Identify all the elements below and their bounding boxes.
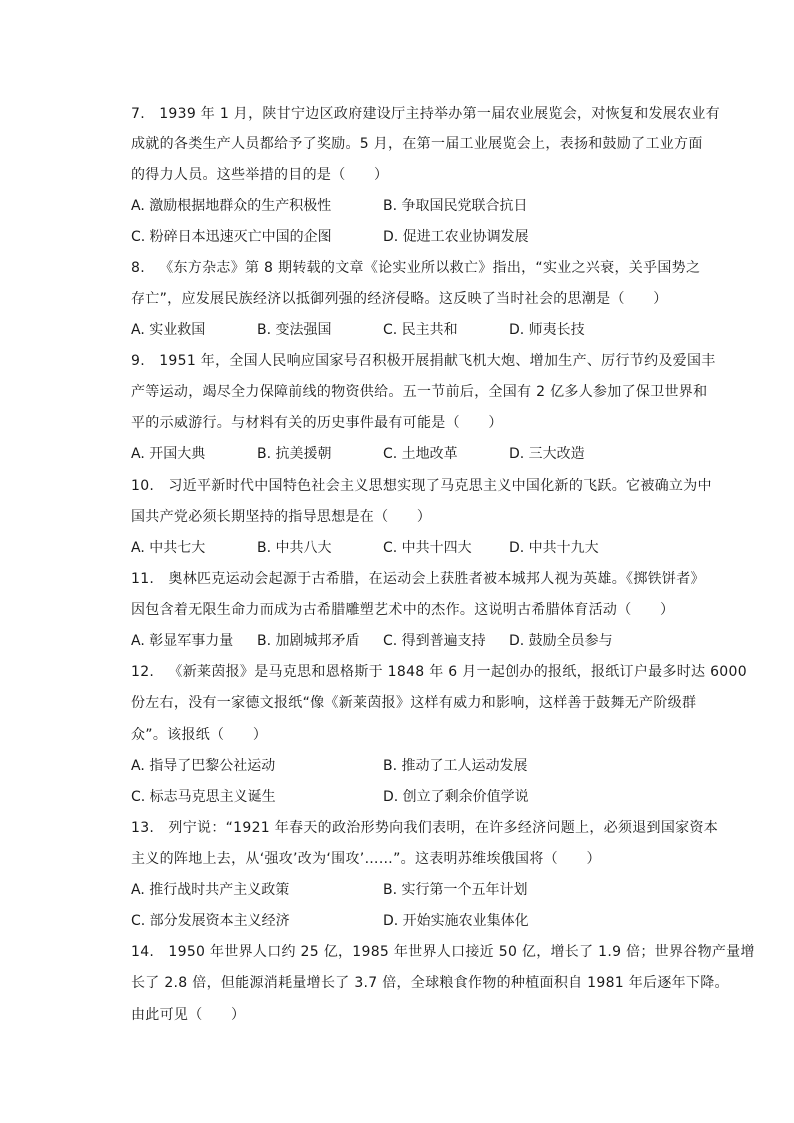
- question-8-option-a[interactable]: A. 实业救国: [131, 322, 206, 338]
- question-13-line-2: 主义的阵地上去，从‘强攻’改为‘围攻’……”。这表明苏维埃俄国将（ ）: [131, 851, 601, 867]
- question-8-line-1: 8. 《东方杂志》第 8 期转载的文章《论实业所以救亡》指出，“实业之兴衰，关乎国势之: [131, 260, 701, 276]
- question-11-option-d[interactable]: D. 鼓励全员参与: [509, 633, 613, 649]
- question-12-line-1: 12. 《新莱茵报》是马克思和恩格斯于 1848 年 6 月一起创办的报纸，报纸订户最多时达 6000: [131, 664, 747, 680]
- question-10-option-c[interactable]: C. 中共十四大: [383, 540, 472, 556]
- question-10-option-a[interactable]: A. 中共七大: [131, 540, 206, 556]
- question-9-option-a[interactable]: A. 开国大典: [131, 446, 206, 462]
- question-13-option-b[interactable]: B. 实行第一个五年计划: [383, 882, 528, 898]
- question-13-option-c[interactable]: C. 部分发展资本主义经济: [131, 913, 290, 929]
- question-9-line-3: 平的示威游行。与材料有关的历史事件最有可能是（ ）: [131, 415, 503, 431]
- question-7-line-2: 成就的各类生产人员都给予了奖励。5 月，在第一届工业展览会上，表扬和鼓励了工业方面: [131, 136, 703, 152]
- question-9-option-b[interactable]: B. 抗美援朝: [257, 446, 332, 462]
- question-14-line-1: 14. 1950 年世界人口约 25 亿，1985 年世界人口接近 50 亿，增长了 1.9 倍；世界谷物产量增: [131, 944, 755, 960]
- question-9-option-d[interactable]: D. 三大改造: [509, 446, 585, 462]
- question-9-line-2: 产等运动，竭尽全力保障前线的物资供给。五一节前后，全国有 2 亿多人参加了保卫世界和: [131, 384, 708, 400]
- question-8-option-b[interactable]: B. 变法强国: [257, 322, 332, 338]
- question-7-option-c[interactable]: C. 粉碎日本迅速灭亡中国的企图: [131, 229, 332, 245]
- question-8-line-2: 存亡”，应发展民族经济以抵御列强的经济侵略。这反映了当时社会的思潮是（ ）: [131, 291, 668, 307]
- question-7-option-d[interactable]: D. 促进工农业协调发展: [383, 229, 529, 245]
- question-7-line-3: 的得力人员。这些举措的目的是（ ）: [131, 167, 389, 183]
- question-7-option-a[interactable]: A. 激励根据地群众的生产积极性: [131, 198, 332, 214]
- question-11-option-b[interactable]: B. 加剧城邦矛盾: [257, 633, 360, 649]
- question-12-option-b[interactable]: B. 推动了工人运动发展: [383, 758, 528, 774]
- question-13-option-a[interactable]: A. 推行战时共产主义政策: [131, 882, 290, 898]
- question-7-line-1: 7. 1939 年 1 月，陕甘宁边区政府建设厅主持举办第一届农业展览会，对恢复和发展农业有: [131, 106, 720, 122]
- question-14-line-3: 由此可见（ ）: [131, 1007, 246, 1023]
- question-9-line-1: 9. 1951 年，全国人民响应国家号召积极开展捐献飞机大炮、增加生产、厉行节约及爱国丰: [131, 353, 716, 369]
- question-11-line-1: 11. 奥林匹克运动会起源于古希腊，在运动会上获胜者被本城邦人视为英雄。《掷铁饼者》: [131, 571, 705, 587]
- question-10-option-b[interactable]: B. 中共八大: [257, 540, 332, 556]
- question-11-option-a[interactable]: A. 彰显军事力量: [131, 633, 234, 649]
- question-13-line-1: 13. 列宁说：“1921 年春天的政治形势向我们表明，在许多经济问题上，必须退到国家资本: [131, 820, 719, 836]
- question-12-line-2: 份左右，没有一家德文报纸“像《新莱茵报》这样有威力和影响，这样善于鼓舞无产阶级群: [131, 695, 697, 711]
- question-13-option-d[interactable]: D. 开始实施农业集体化: [383, 913, 529, 929]
- question-8-option-c[interactable]: C. 民主共和: [383, 322, 458, 338]
- question-12-option-a[interactable]: A. 指导了巴黎公社运动: [131, 758, 276, 774]
- question-11-line-2: 因包含着无限生命力而成为古希腊雕塑艺术中的杰作。这说明古希腊体育活动（ ）: [131, 602, 675, 618]
- question-10-line-1: 10. 习近平新时代中国特色社会主义思想实现了马克思主义中国化新的飞跃。它被确立为中: [131, 478, 712, 494]
- question-11-option-c[interactable]: C. 得到普遍支持: [383, 633, 486, 649]
- question-9-option-c[interactable]: C. 土地改革: [383, 446, 458, 462]
- question-10-option-d[interactable]: D. 中共十九大: [509, 540, 599, 556]
- question-12-line-3: 众”。该报纸（ ）: [131, 727, 268, 743]
- question-8-option-d[interactable]: D. 师夷长技: [509, 322, 585, 338]
- question-10-line-2: 国共产党必须长期坚持的指导思想是在（ ）: [131, 509, 432, 525]
- question-7-option-b[interactable]: B. 争取国民党联合抗日: [383, 198, 528, 214]
- question-14-line-2: 长了 2.8 倍，但能源消耗量增长了 3.7 倍，全球粮食作物的种植面积自 1981 年后逐年下降。: [131, 975, 729, 991]
- question-12-option-d[interactable]: D. 创立了剩余价值学说: [383, 789, 529, 805]
- question-12-option-c[interactable]: C. 标志马克思主义诞生: [131, 789, 276, 805]
